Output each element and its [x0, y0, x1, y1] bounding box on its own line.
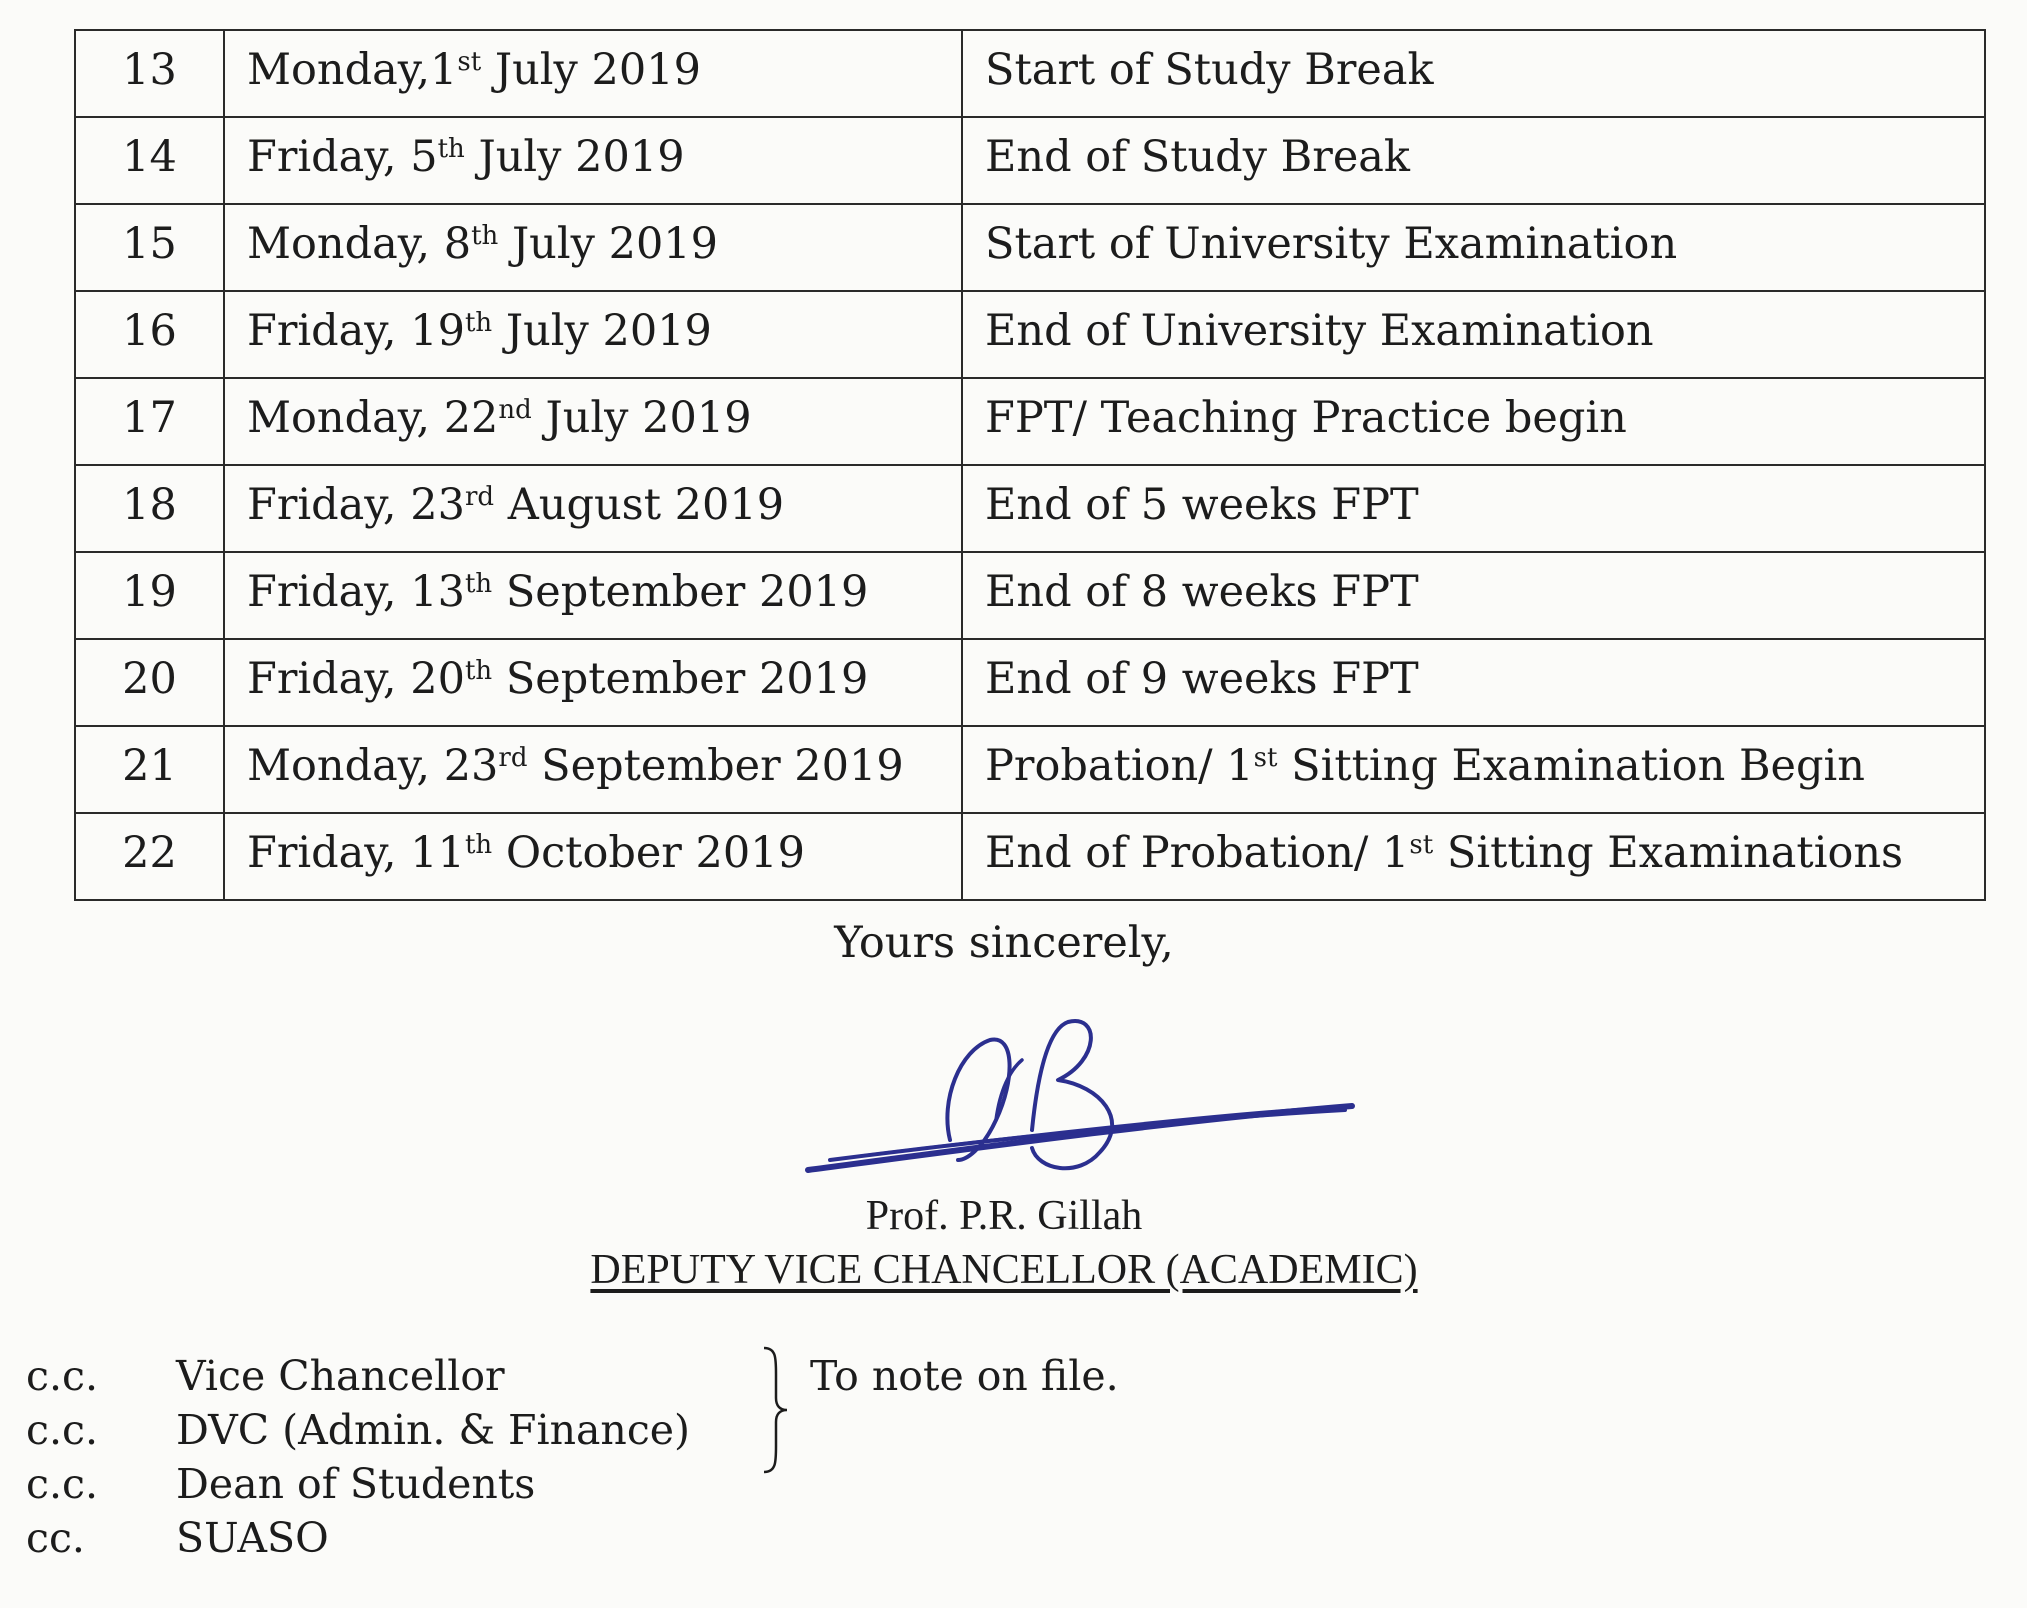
table-row [75, 813, 1985, 900]
row-date: Monday, 22nd July 2019 [224, 378, 962, 465]
row-event: Start of University Examination [962, 204, 1985, 291]
signature [800, 1010, 1360, 1185]
table-row [75, 204, 1985, 291]
row-event: End of Study Break [962, 117, 1985, 204]
row-date: Friday, 19th July 2019 [224, 291, 962, 378]
cc-recipient: SUASO [176, 1514, 329, 1562]
row-date: Monday, 8th July 2019 [224, 204, 962, 291]
row-event: FPT/ Teaching Practice begin [962, 378, 1985, 465]
row-event: End of 8 weeks FPT [962, 552, 1985, 639]
table-row [75, 552, 1985, 639]
cc-recipient: Vice Chancellor [176, 1352, 505, 1400]
row-event: Start of Study Break [962, 30, 1985, 117]
table-row [75, 30, 1985, 117]
row-event: End of University Examination [962, 291, 1985, 378]
signer-title: DEPUTY VICE CHANCELLOR (ACADEMIC) [590, 1247, 1418, 1293]
row-number: 22 [75, 813, 224, 900]
row-number: 18 [75, 465, 224, 552]
closing-salutation: Yours sincerely, [834, 918, 1174, 968]
cc-recipient: Dean of Students [176, 1460, 536, 1508]
row-event: End of 9 weeks FPT [962, 639, 1985, 726]
curly-brace-icon [760, 1344, 790, 1476]
cc-note: To note on file. [810, 1352, 1119, 1400]
table-row [75, 639, 1985, 726]
row-number: 21 [75, 726, 224, 813]
row-date: Friday, 23rd August 2019 [224, 465, 962, 552]
row-event: Probation/ 1st Sitting Examination Begin [962, 726, 1985, 813]
row-event: End of Probation/ 1st Sitting Examinations [962, 813, 1985, 900]
row-number: 20 [75, 639, 224, 726]
cc-label: cc. [26, 1514, 85, 1562]
row-date: Friday, 5th July 2019 [224, 117, 962, 204]
row-number: 17 [75, 378, 224, 465]
table-row [75, 726, 1985, 813]
table-row [75, 465, 1985, 552]
signer-name: Prof. P.R. Gillah [865, 1193, 1143, 1239]
row-date: Friday, 20th September 2019 [224, 639, 962, 726]
cc-label: c.c. [26, 1406, 98, 1454]
row-date: Friday, 11th October 2019 [224, 813, 962, 900]
cc-recipient: DVC (Admin. & Finance) [176, 1406, 691, 1454]
table-row [75, 378, 1985, 465]
row-number: 13 [75, 30, 224, 117]
row-number: 15 [75, 204, 224, 291]
cc-label: c.c. [26, 1352, 98, 1400]
table-row [75, 117, 1985, 204]
row-number: 14 [75, 117, 224, 204]
row-number: 19 [75, 552, 224, 639]
cc-label: c.c. [26, 1460, 98, 1508]
row-date: Monday, 23rd September 2019 [224, 726, 962, 813]
schedule-table [74, 29, 1986, 901]
row-date: Friday, 13th September 2019 [224, 552, 962, 639]
row-date: Monday,1st July 2019 [224, 30, 962, 117]
row-number: 16 [75, 291, 224, 378]
table-row [75, 291, 1985, 378]
row-event: End of 5 weeks FPT [962, 465, 1985, 552]
